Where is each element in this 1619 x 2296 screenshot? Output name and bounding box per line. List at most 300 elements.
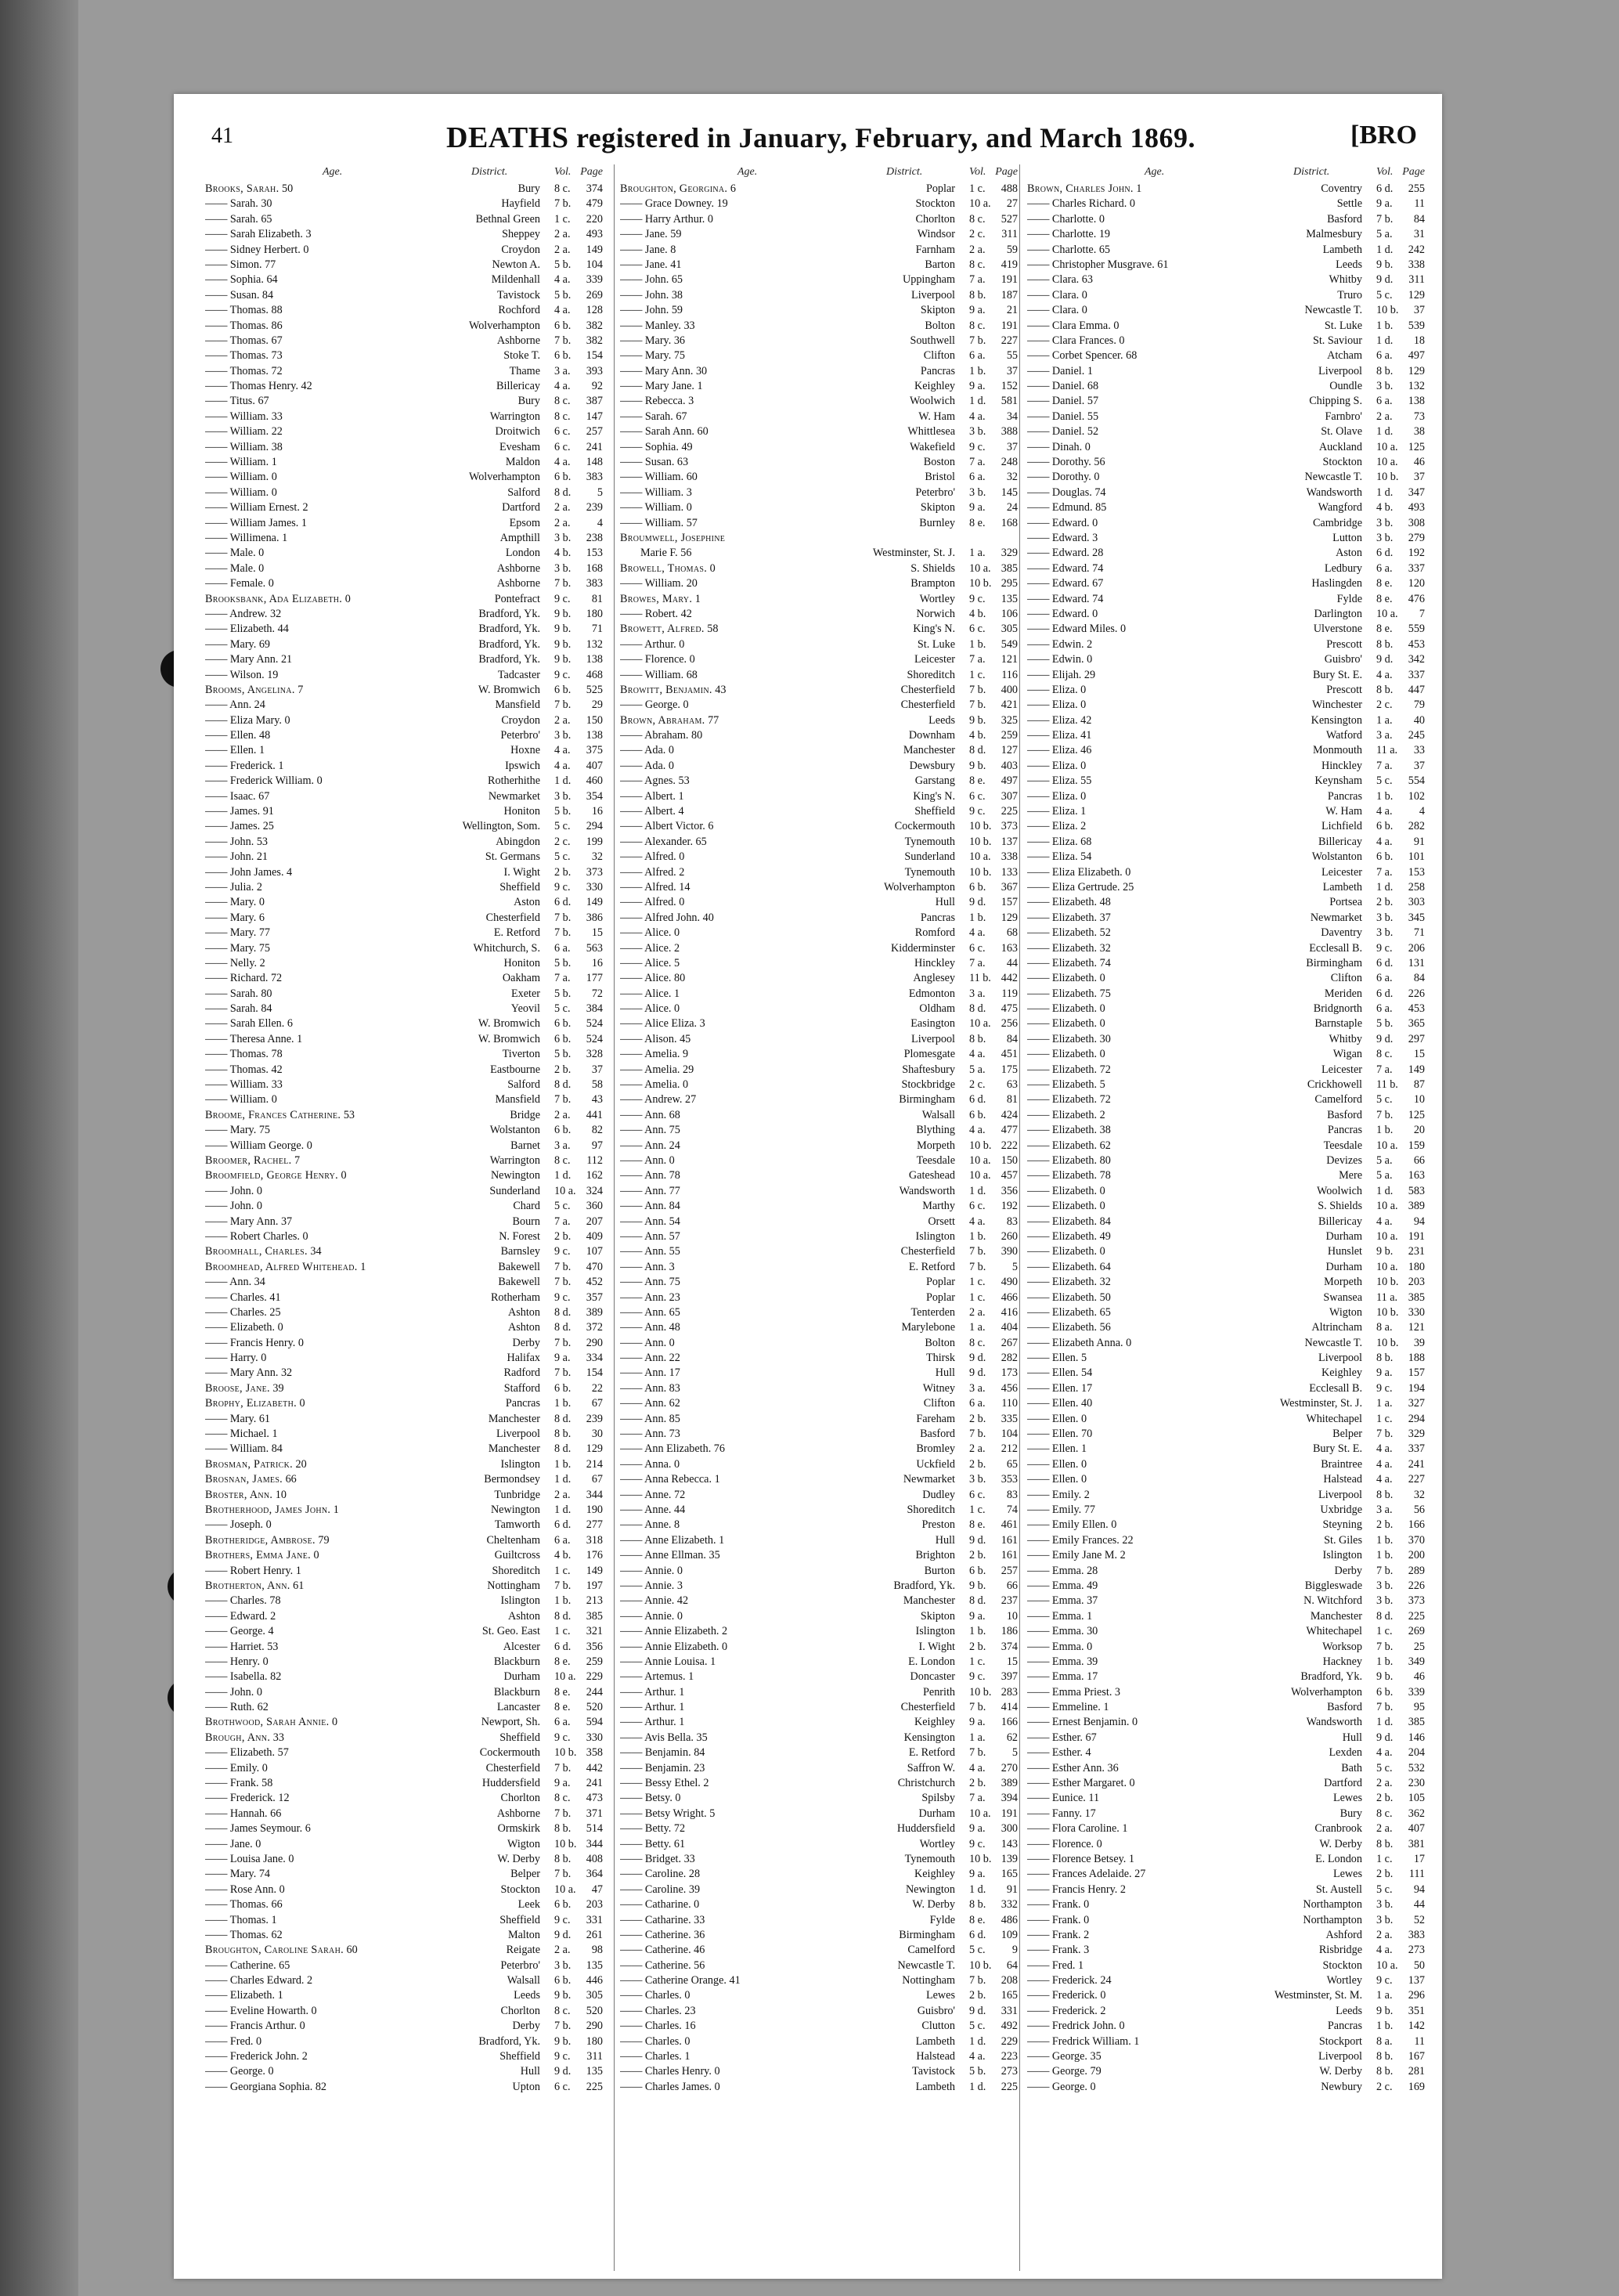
entry-name-text: —— Catherine. xyxy=(205,1958,276,1972)
entry-name-text: —— Emma. xyxy=(1027,1594,1084,1608)
entry-age: 23 xyxy=(684,2004,696,2017)
entry-name xyxy=(1027,1609,1092,1624)
entry-volume: 3 b. xyxy=(1376,1898,1394,1912)
entry-name-text: —— Alice. xyxy=(620,941,672,955)
entry-volume: 8 b. xyxy=(1376,1488,1394,1501)
entry-name xyxy=(620,455,688,470)
entry-page: 442 xyxy=(586,1761,603,1774)
entry-name xyxy=(1027,1973,1112,1988)
entry-age: 1 xyxy=(333,1503,339,1516)
entry-district: Portsea xyxy=(1329,896,1362,909)
register-entry xyxy=(1027,1564,1426,1579)
register-entry xyxy=(620,258,1019,273)
entry-page: 479 xyxy=(586,197,603,211)
entry-name-text: —— Elizabeth. xyxy=(1027,956,1098,969)
entry-age: 78 xyxy=(269,1594,281,1608)
entry-page: 39 xyxy=(1413,1336,1425,1349)
register-entry xyxy=(1027,364,1426,379)
entry-district: Nottingham xyxy=(902,1974,955,1987)
entry-name xyxy=(1027,1351,1087,1366)
entry-page: 107 xyxy=(586,1245,603,1258)
entry-name xyxy=(205,319,283,334)
entry-name xyxy=(620,576,698,591)
entry-page: 79 xyxy=(1413,699,1425,712)
entry-name xyxy=(620,1078,688,1092)
register-entry xyxy=(620,1063,1019,1078)
entry-page: 84 xyxy=(1413,212,1425,226)
entry-age: 9 xyxy=(683,1048,689,1061)
entry-age: 0 xyxy=(1087,653,1093,666)
entry-age: 46 xyxy=(1080,744,1092,757)
entry-age: 82 xyxy=(315,2080,326,2093)
entry-name xyxy=(620,243,676,258)
entry-district: Guisbro' xyxy=(917,2004,955,2017)
entry-district: St. Luke xyxy=(917,637,955,651)
entry-volume: 9 d. xyxy=(554,1928,572,1941)
entry-district: Westminster, St. J. xyxy=(872,547,955,560)
entry-volume: 8 e. xyxy=(1376,623,1393,636)
register-entry xyxy=(620,348,1019,363)
entry-name-text: —— Thomas. xyxy=(205,1898,269,1912)
entry-page: 256 xyxy=(1001,1017,1018,1031)
entry-age: 80 xyxy=(261,987,272,1000)
entry-page: 162 xyxy=(586,1169,603,1182)
entry-volume: 10 a. xyxy=(969,1169,991,1182)
entry-district: Clifton xyxy=(923,1397,955,1410)
register-entry xyxy=(205,835,604,850)
entry-volume: 6 a. xyxy=(554,1716,571,1729)
entry-name-text: —— Ann. xyxy=(620,1184,667,1197)
entry-volume: 9 c. xyxy=(554,592,571,605)
entry-volume: 1 d. xyxy=(554,1503,572,1516)
register-entry xyxy=(205,516,604,531)
entry-volume: 8 e. xyxy=(969,1913,986,1926)
entry-name xyxy=(1027,486,1106,500)
entry-volume: 9 b. xyxy=(1376,1670,1394,1684)
entry-age: 73 xyxy=(271,349,283,363)
entry-name xyxy=(1027,1624,1098,1639)
entry-volume: 9 a. xyxy=(969,1822,986,1836)
entry-name-text: Broomfield, George Henry. xyxy=(205,1169,338,1182)
entry-page: 305 xyxy=(1001,623,1018,636)
entry-page: 52 xyxy=(1413,1913,1425,1926)
entry-age: 74 xyxy=(258,1868,271,1881)
entry-district: Islington xyxy=(915,1229,955,1243)
entry-name-text: —— Daniel. xyxy=(1027,380,1085,393)
entry-volume: 8 e. xyxy=(969,516,986,529)
entry-name xyxy=(205,759,283,774)
register-entry xyxy=(1027,1579,1426,1594)
entry-volume: 10 a. xyxy=(554,1670,576,1684)
entry-name xyxy=(1027,835,1091,850)
entry-page: 37 xyxy=(1413,304,1425,317)
entry-name xyxy=(1027,561,1103,576)
entry-page: 180 xyxy=(586,607,603,620)
entry-volume: 4 a. xyxy=(554,304,571,317)
entry-page: 206 xyxy=(1408,941,1425,955)
entry-page: 231 xyxy=(1408,1245,1425,1258)
entry-name xyxy=(1027,880,1134,895)
entry-volume: 3 b. xyxy=(554,1958,572,1972)
register-entry xyxy=(205,1275,604,1290)
entry-district: Hull xyxy=(520,2065,540,2078)
entry-district: Bradford, Yk. xyxy=(893,1579,955,1592)
entry-volume: 7 a. xyxy=(554,972,571,985)
register-entry xyxy=(620,880,1019,895)
entry-district: Wortley xyxy=(1326,1974,1362,1987)
entry-name xyxy=(1027,683,1086,698)
entry-name-text: Broumwell, Josephine xyxy=(620,531,726,544)
entry-district: Pancras xyxy=(505,1397,540,1410)
entry-age: 57 xyxy=(669,1229,680,1243)
register-entry xyxy=(205,212,604,227)
entry-district: St. Geo. East xyxy=(481,1625,540,1638)
entry-page: 311 xyxy=(1408,273,1425,287)
entry-age: 61 xyxy=(293,1579,305,1592)
entry-page: 180 xyxy=(586,2034,603,2048)
entry-age: 23 xyxy=(669,1291,680,1304)
entry-name-text: —— Alice. xyxy=(620,987,672,1000)
register-entry xyxy=(620,713,1019,728)
entry-district: Abingdon xyxy=(496,835,540,848)
entry-page: 165 xyxy=(1001,1989,1018,2002)
entry-name-text: —— Eliza. xyxy=(1027,759,1078,772)
entry-name xyxy=(205,1579,304,1594)
entry-name xyxy=(205,713,290,728)
entry-page: 260 xyxy=(1001,1229,1018,1243)
entry-volume: 2 a. xyxy=(1376,1928,1393,1941)
register-entry xyxy=(1027,789,1426,804)
entry-name-text: —— Isaac. xyxy=(205,789,256,803)
entry-age: 68 xyxy=(1080,835,1092,848)
entry-name xyxy=(1027,1472,1087,1487)
entry-district: Walsall xyxy=(921,1108,955,1121)
entry-name xyxy=(1027,424,1098,439)
entry-page: 389 xyxy=(1408,1200,1425,1213)
entry-name-text: —— Eunice. xyxy=(1027,1792,1086,1805)
entry-name xyxy=(1027,743,1091,758)
entry-name-text: —— Edward. xyxy=(1027,531,1090,544)
entry-volume: 10 b. xyxy=(1376,1276,1399,1289)
entry-volume: 2 a. xyxy=(969,1305,986,1319)
entry-volume: 5 c. xyxy=(969,1944,986,1957)
entry-name xyxy=(1027,1670,1098,1684)
entry-district: Whitechapel xyxy=(1306,1625,1362,1638)
entry-age: 42 xyxy=(1080,713,1092,727)
register-entry xyxy=(1027,500,1426,515)
entry-volume: 2 a. xyxy=(554,243,571,256)
entry-page: 15 xyxy=(1006,1655,1018,1668)
entry-age: 28 xyxy=(688,1868,701,1881)
entry-name-text: Marie F. xyxy=(640,547,678,560)
entry-name-text: —— Frances Adelaide. xyxy=(1027,1868,1132,1881)
entry-name xyxy=(1027,2080,1096,2095)
entry-age: 53 xyxy=(343,1108,355,1121)
entry-page: 72 xyxy=(591,987,603,1000)
entry-page: 229 xyxy=(586,1670,603,1684)
entry-name-text: —— Elizabeth. xyxy=(205,623,276,636)
entry-name xyxy=(620,698,689,713)
entry-volume: 8 b. xyxy=(1376,2065,1394,2078)
entry-page: 416 xyxy=(1001,1305,1018,1319)
entry-volume: 6 b. xyxy=(1376,850,1394,864)
entry-age: 1 xyxy=(719,1533,725,1547)
entry-page: 199 xyxy=(586,835,603,848)
entry-page: 273 xyxy=(1408,1944,1425,1957)
entry-age: 78 xyxy=(271,1048,283,1061)
entry-district: Wakefield xyxy=(910,440,955,453)
entry-page: 239 xyxy=(586,1412,603,1425)
register-entry xyxy=(620,1852,1019,1867)
entry-name-text: —— Ann. xyxy=(205,699,252,712)
entry-name-text: —— Edward. xyxy=(205,1609,268,1623)
entry-volume: 1 b. xyxy=(969,364,986,377)
entry-district: Wolverhampton xyxy=(468,471,540,484)
entry-age: 0 xyxy=(683,699,689,712)
entry-name-text: —— Emma. xyxy=(1027,1625,1084,1638)
entry-age: 67 xyxy=(1085,1731,1097,1744)
entry-name xyxy=(1027,288,1087,303)
entry-district: Leeds xyxy=(928,713,955,727)
entry-page: 261 xyxy=(586,1928,603,1941)
entry-volume: 2 b. xyxy=(1376,1792,1394,1805)
entry-district: Meriden xyxy=(1324,987,1362,1000)
entry-name-text: —— Eliza. xyxy=(1027,744,1078,757)
register-entry xyxy=(205,486,604,500)
entry-name-text: Brosnan, James. xyxy=(205,1473,283,1486)
entry-page: 163 xyxy=(1408,1169,1425,1182)
entry-volume: 7 b. xyxy=(554,699,572,712)
entry-age: 84 xyxy=(669,1200,680,1213)
entry-page: 311 xyxy=(586,2050,603,2063)
register-entry xyxy=(205,1594,604,1608)
entry-name-text: —— Elizabeth. xyxy=(205,1989,276,2002)
register-entry xyxy=(1027,440,1426,455)
entry-name xyxy=(205,258,276,273)
register-entry xyxy=(1027,1776,1426,1791)
register-entry xyxy=(1027,819,1426,834)
entry-name-text: —— Charles. xyxy=(620,1989,682,2002)
entry-page: 73 xyxy=(1413,410,1425,423)
entry-name xyxy=(620,1548,720,1563)
entry-age: 1 xyxy=(1080,1442,1087,1456)
entry-name-text: —— Dinah. xyxy=(1027,440,1083,453)
register-entry xyxy=(1027,2064,1426,2079)
entry-age: 0 xyxy=(255,1837,261,1850)
entry-name-text: —— Alice. xyxy=(620,1002,672,1016)
entry-page: 404 xyxy=(1001,1321,1018,1334)
entry-name-text: —— Elizabeth. xyxy=(1027,1048,1098,1061)
entry-volume: 9 b. xyxy=(554,607,572,620)
register-entry xyxy=(205,1184,604,1199)
entry-volume: 3 b. xyxy=(1376,1913,1394,1926)
entry-name-text: —— Edward Miles. xyxy=(1027,623,1118,636)
entry-district: Northampton xyxy=(1303,1898,1362,1912)
entry-volume: 3 a. xyxy=(969,987,986,1000)
entry-page: 563 xyxy=(586,941,603,955)
register-entry xyxy=(205,1366,604,1381)
entry-name-text: —— Isabella. xyxy=(205,1670,268,1684)
entry-name-text: —— John James. xyxy=(205,865,284,879)
entry-volume: 2 b. xyxy=(969,1640,986,1653)
entry-name xyxy=(620,835,707,850)
register-entry xyxy=(1027,1988,1426,2003)
entry-name-text: —— Thomas. xyxy=(205,349,269,363)
entry-page: 129 xyxy=(1408,288,1425,301)
entry-page: 40 xyxy=(1413,713,1425,727)
entry-volume: 10 b. xyxy=(1376,1305,1399,1319)
entry-age: 1 xyxy=(688,1670,694,1684)
entry-age: 6 xyxy=(305,1822,311,1836)
register-entry xyxy=(620,1336,1019,1351)
entry-name xyxy=(1027,1655,1098,1670)
page-title xyxy=(446,121,1195,155)
register-entry xyxy=(620,243,1019,258)
entry-name xyxy=(1027,789,1086,804)
register-entry xyxy=(205,1670,604,1684)
entry-name xyxy=(620,1928,705,1943)
entry-district: St. Luke xyxy=(1324,319,1362,332)
entry-page: 373 xyxy=(1001,820,1018,833)
register-entry xyxy=(205,1503,604,1518)
entry-volume: 4 a. xyxy=(969,926,986,940)
entry-district: Wangford xyxy=(1318,501,1362,514)
entry-name xyxy=(205,1883,285,1897)
entry-age: 64 xyxy=(266,273,278,287)
entry-page: 135 xyxy=(1001,592,1018,605)
entry-page: 259 xyxy=(586,1655,603,1668)
entry-name-text: —— Jane. xyxy=(620,243,668,256)
entry-name-text: —— Caroline. xyxy=(620,1883,687,1896)
register-entry xyxy=(205,1427,604,1442)
register-entry xyxy=(1027,303,1426,318)
register-entry xyxy=(620,819,1019,834)
entry-name-text: —— Elizabeth. xyxy=(1027,1017,1098,1031)
entry-district: W. Derby xyxy=(1319,2065,1362,2078)
entry-page: 187 xyxy=(1001,288,1018,301)
entry-page: 121 xyxy=(1408,1321,1425,1334)
entry-volume: 3 a. xyxy=(1376,1503,1393,1516)
entry-age: 80 xyxy=(673,972,686,985)
entry-district: Cambridge xyxy=(1312,516,1362,529)
column-divider xyxy=(1019,164,1020,2271)
entry-age: 1 xyxy=(282,531,288,544)
entry-volume: 5 b. xyxy=(554,1048,572,1061)
entry-age: 66 xyxy=(285,1473,297,1486)
entry-name-text: —— Ann. xyxy=(620,1397,667,1410)
entry-volume: 3 b. xyxy=(554,789,572,803)
entry-volume: 2 a. xyxy=(1376,410,1393,423)
entry-age: 30 xyxy=(1087,1625,1098,1638)
entry-district: Ashborne xyxy=(496,334,540,347)
entry-volume: 8 b. xyxy=(1376,364,1394,377)
entry-volume: 8 d. xyxy=(554,1609,572,1623)
entry-volume: 9 c. xyxy=(554,1913,571,1926)
column-header xyxy=(205,164,604,182)
entry-name xyxy=(1027,713,1091,728)
entry-age: 82 xyxy=(270,1670,282,1684)
entry-name xyxy=(1027,1685,1120,1700)
register-entry xyxy=(1027,759,1426,774)
entry-name-text: —— Thomas. xyxy=(205,1928,269,1941)
entry-age: 2 xyxy=(1100,2004,1106,2017)
entry-page: 364 xyxy=(586,1868,603,1881)
register-entry xyxy=(205,1761,604,1776)
entry-name-text: —— Hannah. xyxy=(205,1807,268,1820)
entry-page: 32 xyxy=(591,850,603,864)
register-entry xyxy=(1027,258,1426,273)
entry-volume: 4 a. xyxy=(1376,1944,1393,1957)
entry-age: 0 xyxy=(714,2080,720,2093)
entry-volume: 10 a. xyxy=(969,561,991,575)
entry-volume: 5 c. xyxy=(554,820,571,833)
entry-name xyxy=(1027,728,1091,743)
entry-district: Truro xyxy=(1337,288,1362,301)
entry-name-text: Brotherton, Ann. xyxy=(205,1579,290,1592)
entry-page: 460 xyxy=(586,774,603,788)
entry-district: Ashborne xyxy=(496,577,540,590)
entry-district: Derby xyxy=(1334,1564,1362,1577)
entry-page: 167 xyxy=(1408,2050,1425,2063)
register-entry xyxy=(620,1685,1019,1700)
entry-age: 77 xyxy=(265,258,276,271)
entry-page: 281 xyxy=(1408,2065,1425,2078)
entry-page: 338 xyxy=(1001,850,1018,864)
entry-district: Crickhowell xyxy=(1307,1078,1362,1092)
entry-volume: 4 b. xyxy=(1376,501,1394,514)
entry-district: Braintree xyxy=(1321,1457,1362,1471)
entry-district: Hull xyxy=(935,1366,955,1380)
entry-volume: 8 d. xyxy=(969,1002,986,1016)
entry-name-text: Broster, Ann. xyxy=(205,1488,273,1501)
entry-volume: 8 d. xyxy=(554,1305,572,1319)
entry-name xyxy=(1027,500,1106,515)
entry-page: 27 xyxy=(1006,197,1018,211)
entry-age: 4 xyxy=(1085,1746,1091,1760)
entry-name xyxy=(1027,1016,1105,1031)
entry-name-text: —— Eliza. xyxy=(1027,835,1078,848)
entry-page: 337 xyxy=(1408,668,1425,681)
entry-volume: 7 b. xyxy=(1376,212,1394,226)
entry-name-text: —— Florence. xyxy=(1027,1837,1094,1850)
entry-age: 64 xyxy=(1099,1260,1111,1273)
entry-age: 50 xyxy=(281,182,294,195)
entry-page: 407 xyxy=(1408,1822,1425,1836)
entry-name xyxy=(205,941,270,956)
entry-volume: 6 a. xyxy=(1376,1002,1393,1016)
entry-name-text: —— Ann. xyxy=(620,1381,667,1395)
entry-page: 146 xyxy=(1408,1731,1425,1744)
entry-age: 85 xyxy=(1095,501,1107,514)
entry-volume: 10 a. xyxy=(1376,1200,1398,1213)
entry-volume: 1 a. xyxy=(969,547,986,560)
entry-name xyxy=(620,1260,675,1275)
entry-name-text: —— Charles. xyxy=(620,2050,682,2063)
entry-district: Sheppey xyxy=(502,228,540,241)
entry-age: 0 xyxy=(1092,607,1098,620)
entry-page: 554 xyxy=(1408,774,1425,788)
entry-name xyxy=(1027,592,1103,607)
register-entry xyxy=(1027,1244,1426,1259)
entry-name xyxy=(620,1640,727,1655)
entry-page: 400 xyxy=(1001,683,1018,696)
entry-district: Cranbrook xyxy=(1314,1822,1362,1836)
entry-age: 2 xyxy=(270,1609,276,1623)
entry-district: Camelford xyxy=(1314,1093,1362,1106)
entry-age: 2 xyxy=(307,1974,313,1987)
register-entry xyxy=(620,804,1019,819)
entry-volume: 4 a. xyxy=(1376,1215,1393,1228)
